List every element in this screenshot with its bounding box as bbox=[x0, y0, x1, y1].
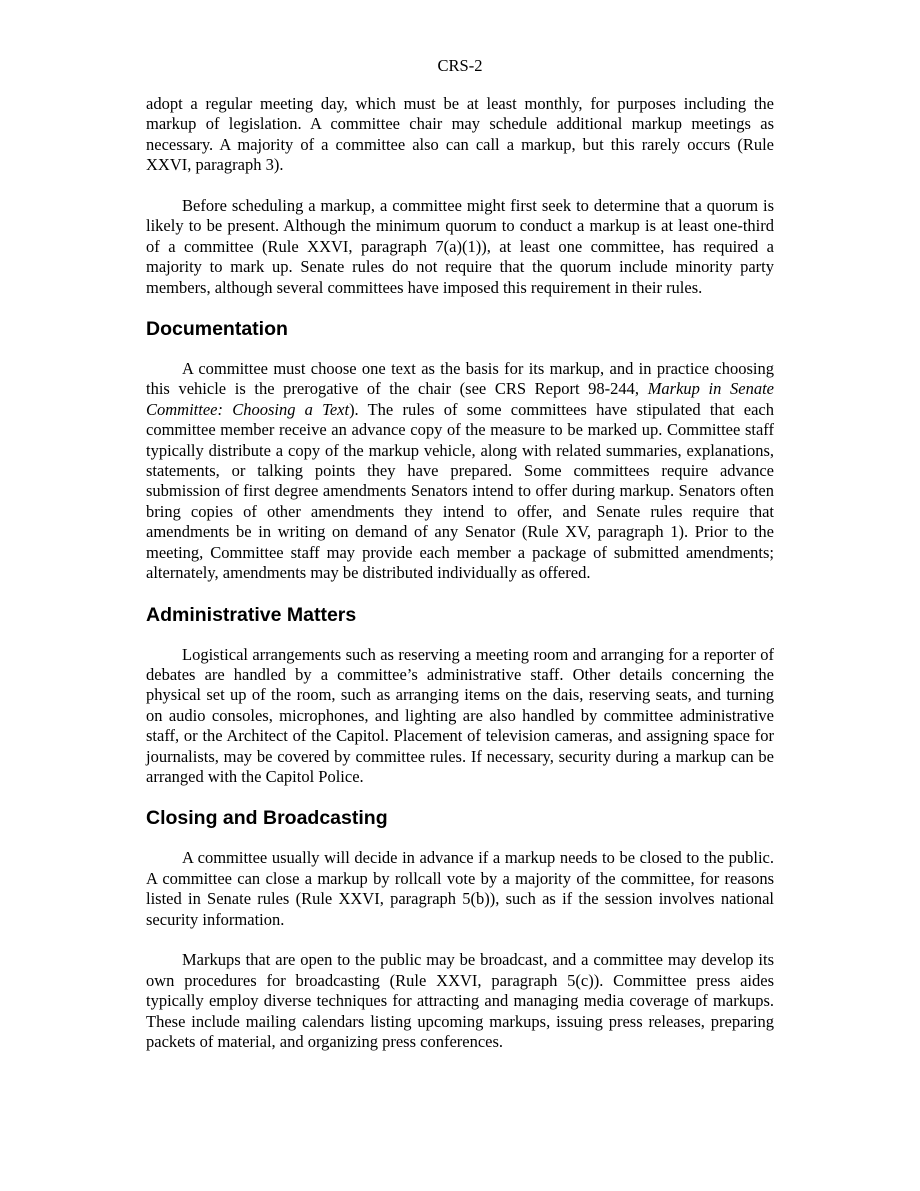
section-heading-administrative-matters: Administrative Matters bbox=[146, 603, 357, 626]
section-heading-documentation: Documentation bbox=[146, 318, 288, 341]
document-body bbox=[146, 94, 774, 1052]
documentation-paragraph bbox=[146, 359, 774, 583]
section-heading-closing-and-broadcasting: Closing and Broadcasting bbox=[146, 807, 388, 830]
documentation-text-end: ). The rules of some committees have stipulated that each committee member receive an advance copy of the measure to be marked up. Committee staff typically distribute a copy of the markup vehicle, along with related summaries, explanations, statements, or talking points they have prepared. Some committees require advance submission of first degree amendments Senators intend to offer during markup. Senators often bring copies of other amendments they intend to offer, and Senate rules require that amendments be in writing on demand of any Senator (Rule XV, paragraph 1). Prior to the meeting, Committee staff may provide each member a package of submitted amendments; alternately, amendments may be distributed individually as offered. bbox=[146, 399, 775, 583]
closing-paragraph-1: A committee usually will decide in advance if a markup needs to be closed to the public. A committee can close a markup by rollcall vote by a majority of the committee, for reasons listed in Senate rules (Rule XXVI, paragraph 5(b)), such as if the session involves national security information. bbox=[146, 848, 774, 929]
page-number: CRS-2 bbox=[437, 56, 483, 75]
intro-paragraph-2: Before scheduling a markup, a committee might first seek to determine that a quorum is likely to be present. Although the minimum quorum to conduct a markup is at least one-third of a committee (Rule XXVI, paragraph 7(a)(1)), at least one committee, has required a majority to mark up. Senate rules do not require that the quorum include minority party members, although several committees have imposed this requirement in their rules. bbox=[146, 196, 774, 297]
administrative-paragraph: Logistical arrangements such as reserving a meeting room and arranging for a reporter of debates are handled by a committee’s administrative staff. Other details concerning the physical set up of the room, such as arranging items on the dais, reserving seats, and turning on audio consoles, microphones, and lighting are also handled by committee administrative staff, or the Architect of the Capitol. Placement of television cameras, and assigning space for journalists, may be covered by committee rules. If necessary, security during a markup can be arranged with the Capitol Police. bbox=[146, 644, 774, 786]
cited-report-title: Markup in Senate Committee: Choosing a Text bbox=[146, 379, 774, 419]
documentation-text-start: A committee must choose one text as the basis for its markup, and in practice choosing this vehicle is the prerogative of the chair (see CRS Report 98-244, bbox=[146, 359, 774, 399]
intro-paragraph-1: adopt a regular meeting day, which must be at least monthly, for purposes including the markup of legislation. A committee chair may schedule additional markup meetings as necessary. A majority of a committee also can call a markup, but this rarely occurs (Rule XXVI, paragraph 3). bbox=[146, 94, 774, 175]
closing-paragraph-2: Markups that are open to the public may be broadcast, and a committee may develop its own procedures for broadcasting (Rule XXVI, paragraph 5(c)). Committee press aides typically employ diverse techniques for attracting and managing media coverage of markups. These include mailing calendars listing upcoming markups, issuing press releases, preparing packets of material, and organizing press conferences. bbox=[146, 950, 774, 1051]
